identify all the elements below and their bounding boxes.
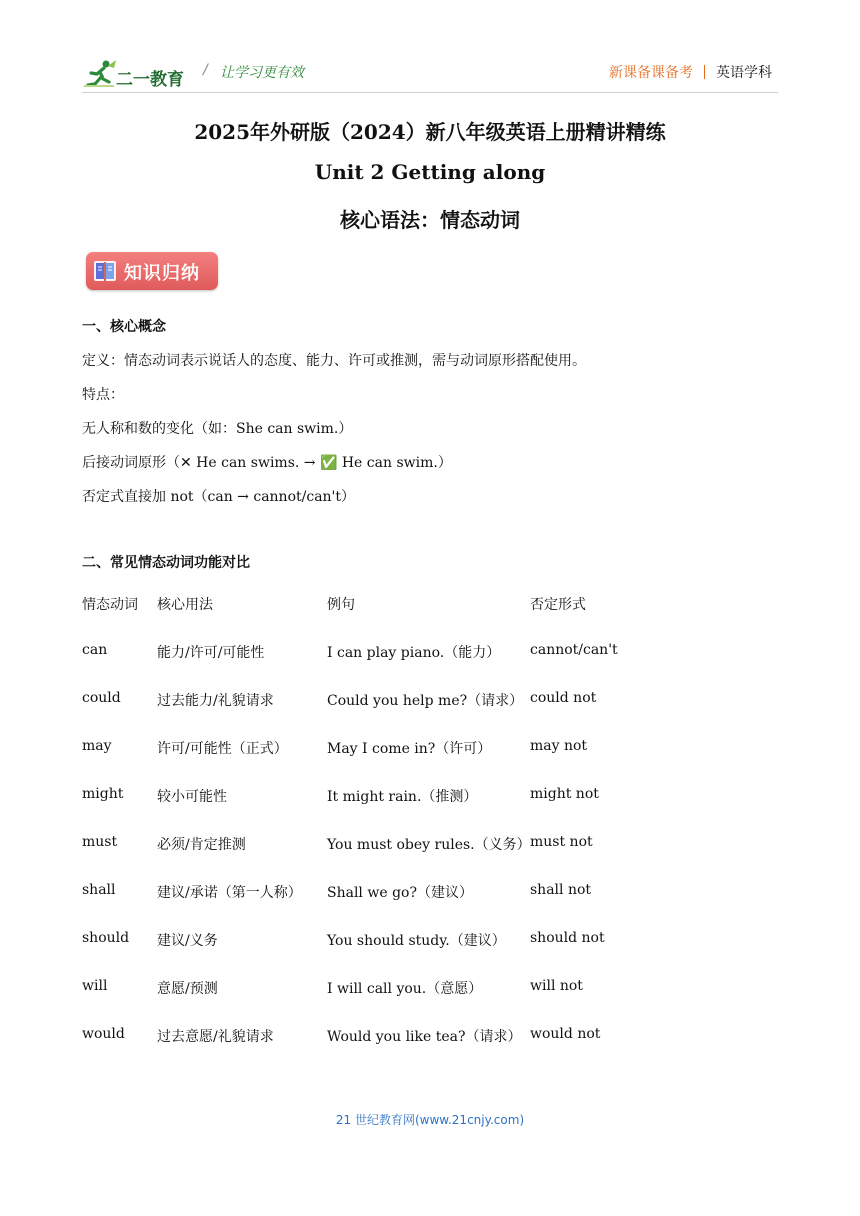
table-cell: You should study.（建议） <box>327 933 506 949</box>
table-row <box>82 834 702 858</box>
table-cell: can <box>82 642 108 658</box>
table-row <box>82 690 702 714</box>
column-header: 核心用法 <box>157 597 213 613</box>
table-cell: You must obey rules.（义务） <box>327 837 531 853</box>
table-cell: must <box>82 834 118 850</box>
table-cell: cannot/can't <box>530 642 618 658</box>
table-cell: 许可/可能性（正式） <box>157 741 288 757</box>
feature-line-2: 后接动词原形（✕ He can swims. → ✅ He can swim.） <box>82 455 452 471</box>
table-cell: 能力/许可/可能性 <box>157 645 265 661</box>
table-cell: would not <box>530 1026 601 1042</box>
table-cell: shall not <box>530 882 592 898</box>
section-heading-comparison: 二、常见情态动词功能对比 <box>82 555 250 571</box>
feature-line-1: 无人称和数的变化（如：She can swim.） <box>82 421 353 437</box>
table-row <box>82 930 702 954</box>
table-cell: Would you like tea?（请求） <box>327 1029 522 1045</box>
table-row <box>82 642 702 666</box>
table-cell: It might rain.（推测） <box>327 789 478 805</box>
table-cell: Could you help me?（请求） <box>327 693 524 709</box>
table-cell: 意愿/预测 <box>157 981 218 997</box>
table-cell: could not <box>530 690 597 706</box>
subject-label: 英语学科 <box>716 65 772 81</box>
table-cell: 较小可能性 <box>157 789 227 805</box>
table-cell: I will call you.（意愿） <box>327 981 483 997</box>
knowledge-summary-badge <box>86 252 218 290</box>
feature-line-3: 否定式直接加 not（can → cannot/can't） <box>82 489 356 505</box>
column-header: 情态动词 <box>82 597 138 613</box>
table-cell: 建议/义务 <box>157 933 218 949</box>
table-cell: 建议/承诺（第一人称） <box>157 885 302 901</box>
table-cell: might <box>82 786 124 802</box>
exam-label: 新课备课备考 <box>609 65 693 81</box>
table-cell: shall <box>82 882 116 898</box>
column-header: 否定形式 <box>530 597 586 613</box>
runner-logo-icon <box>84 58 118 88</box>
badge-label: 知识归纳 <box>124 263 200 284</box>
slogan-separator: / <box>203 62 208 78</box>
table-cell: may <box>82 738 112 754</box>
brand-logo <box>84 58 194 88</box>
table-row <box>82 738 702 762</box>
table-cell: will <box>82 978 108 994</box>
table-cell: I can play piano.（能力） <box>327 645 501 661</box>
table-header-row <box>82 594 702 618</box>
page-header <box>0 0 860 100</box>
table-cell: should not <box>530 930 605 946</box>
table-row <box>82 786 702 810</box>
document-title: 2025年外研版（2024）新八年级英语上册精讲精练 <box>194 120 666 144</box>
header-right <box>609 62 772 82</box>
unit-title: Unit 2 Getting along <box>314 160 546 184</box>
logo-text: 二一教育 <box>116 70 184 90</box>
table-cell: May I come in?（许可） <box>327 741 492 757</box>
definition-line: 定义：情态动词表示说话人的态度、能力、许可或推测，需与动词原形搭配使用。 <box>82 353 586 369</box>
table-row <box>82 978 702 1002</box>
table-cell: Shall we go?（建议） <box>327 885 473 901</box>
slogan: 让学习更有效 <box>220 65 304 81</box>
grammar-title: 核心语法：情态动词 <box>340 208 520 232</box>
header-rule <box>82 92 778 93</box>
table-row <box>82 882 702 906</box>
table-cell: 过去意愿/礼貌请求 <box>157 1029 274 1045</box>
table-cell: could <box>82 690 121 706</box>
table-cell: 过去能力/礼貌请求 <box>157 693 274 709</box>
header-divider <box>704 65 705 79</box>
page-footer[interactable]: 21 世纪教育网(www.21cnjy.com) <box>335 1113 525 1127</box>
table-cell: might not <box>530 786 599 802</box>
section-heading-core-concept: 一、核心概念 <box>82 319 166 335</box>
book-icon <box>92 258 118 284</box>
table-cell: would <box>82 1026 125 1042</box>
table-cell: should <box>82 930 130 946</box>
table-row <box>82 1026 702 1050</box>
table-cell: must not <box>530 834 593 850</box>
table-cell: will not <box>530 978 583 994</box>
table-cell: may not <box>530 738 588 754</box>
column-header: 例句 <box>327 597 355 613</box>
features-label: 特点： <box>82 387 124 403</box>
table-cell: 必须/肯定推测 <box>157 837 246 853</box>
